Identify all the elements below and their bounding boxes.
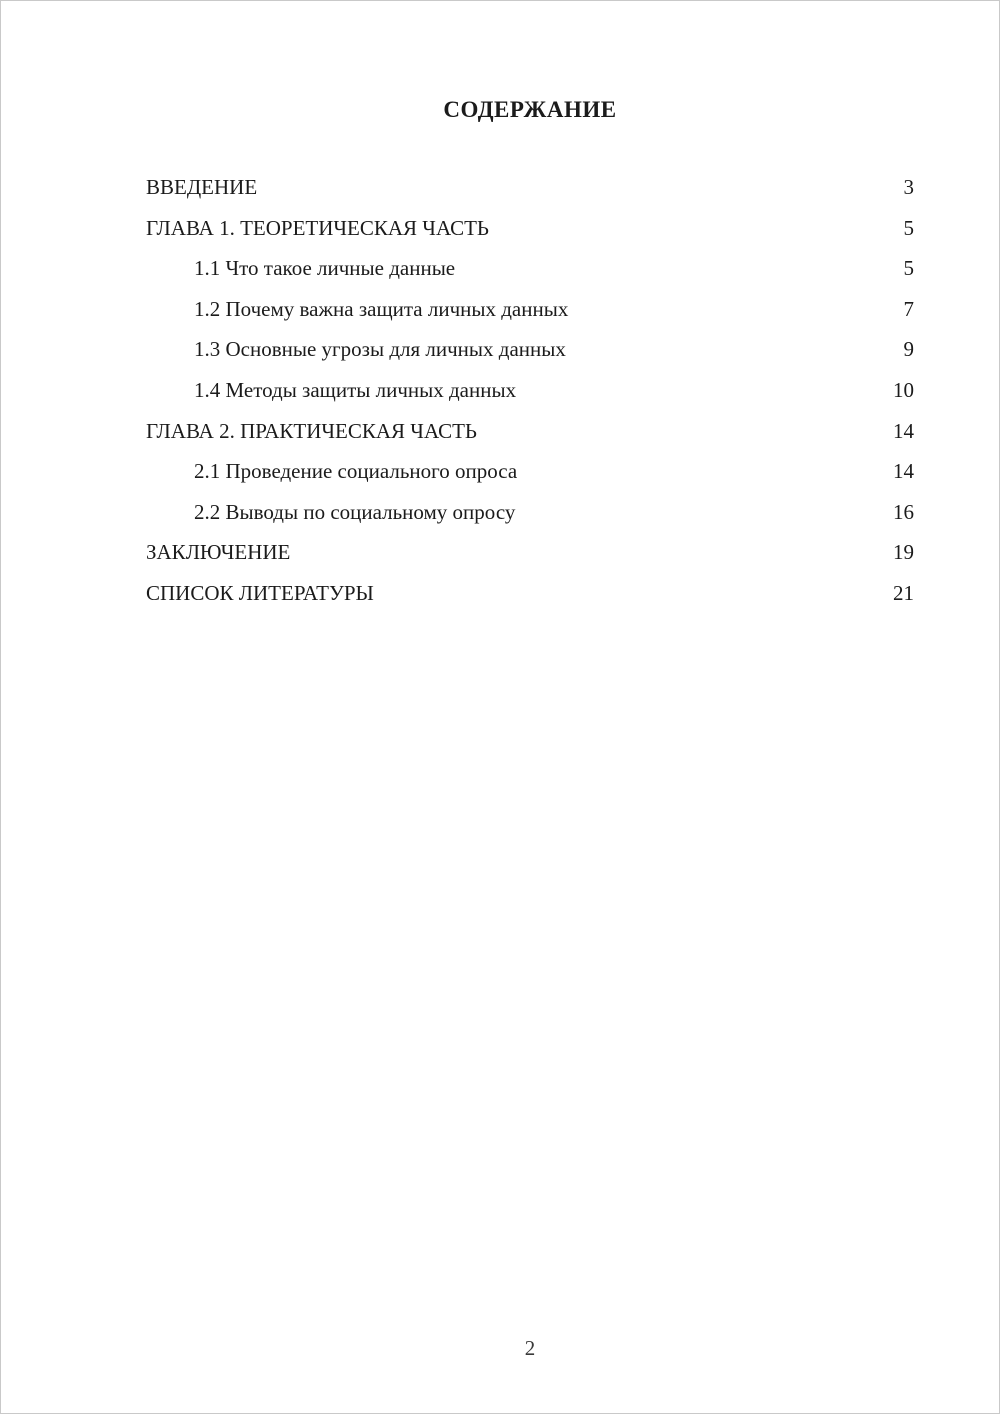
toc-entry xyxy=(146,167,914,208)
toc-entry-page: 7 xyxy=(903,296,914,321)
toc-entry-label: ГЛАВА 2. ПРАКТИЧЕСКАЯ ЧАСТЬ xyxy=(146,418,477,443)
toc-entry xyxy=(146,289,914,330)
toc-entry-label: ЗАКЛЮЧЕНИЕ xyxy=(146,540,291,565)
table-of-contents xyxy=(146,167,914,614)
toc-entry xyxy=(146,573,914,614)
page-number: 2 xyxy=(524,1336,536,1360)
page-title: СОДЕРЖАНИЕ xyxy=(443,97,617,122)
toc-entry-page: 3 xyxy=(903,175,914,199)
toc-entry-label: ГЛАВА 1. ТЕОРЕТИЧЕСКАЯ ЧАСТЬ xyxy=(146,215,489,240)
toc-entry xyxy=(146,208,914,249)
toc-entry xyxy=(146,532,914,573)
toc-entry-label: 1.4 Методы защиты личных данных xyxy=(194,377,517,402)
toc-entry xyxy=(146,329,914,370)
toc-entry xyxy=(146,370,914,411)
toc-entry-page: 5 xyxy=(903,256,914,281)
toc-entry xyxy=(146,411,914,452)
toc-entry-page: 9 xyxy=(903,337,914,362)
toc-entry-page: 14 xyxy=(893,418,914,443)
toc-entry-label: 2.2 Выводы по социальному опросу xyxy=(194,499,516,524)
toc-entry-label: 1.2 Почему важна защита личных данных xyxy=(194,296,569,321)
toc-entry-page: 5 xyxy=(903,215,914,240)
toc-entry-label: 2.1 Проведение социального опроса xyxy=(194,459,518,484)
toc-entry-page: 21 xyxy=(893,580,914,605)
toc-entry-page: 16 xyxy=(893,499,914,524)
toc-entry-label: СПИСОК ЛИТЕРАТУРЫ xyxy=(146,580,374,605)
toc-entry xyxy=(146,248,914,289)
toc-entry-page: 14 xyxy=(893,459,914,484)
toc-entry xyxy=(146,451,914,492)
toc-entry xyxy=(146,492,914,533)
toc-entry-label: 1.1 Что такое личные данные xyxy=(194,256,456,281)
toc-entry-label: 1.3 Основные угрозы для личных данных xyxy=(194,337,566,362)
toc-entry-label: ВВЕДЕНИЕ xyxy=(146,175,258,199)
toc-entry-page: 19 xyxy=(893,540,914,565)
toc-entry-page: 10 xyxy=(893,377,914,402)
